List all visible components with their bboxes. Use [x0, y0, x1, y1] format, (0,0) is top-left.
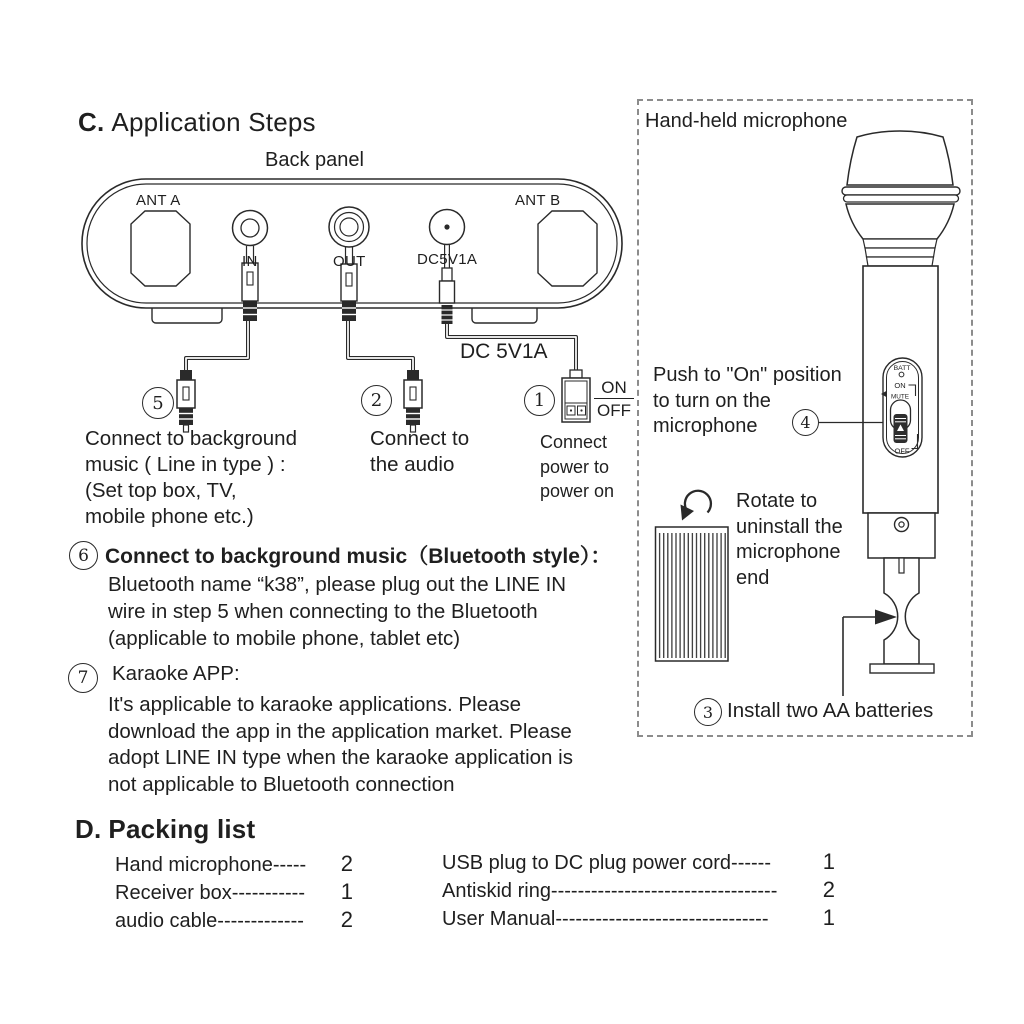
step-5-caption: [85, 426, 297, 530]
back-panel-caption: Back panel: [265, 149, 364, 171]
switch-on-label: ON: [894, 381, 906, 390]
body-line: wire in step 5 when connecting to the Bluetooth: [108, 600, 538, 623]
audio-out-cable: [348, 320, 413, 372]
caption-line: Connect: [540, 432, 608, 452]
body-line: adopt LINE IN type when the karaoke application is: [108, 746, 573, 769]
note-line: microphone: [653, 415, 758, 437]
note-line: to turn on the: [653, 389, 771, 412]
section-d-title: Packing list: [108, 814, 256, 844]
dc-port-label: DC5V1A: [417, 251, 478, 268]
usb-plug-step1: [562, 370, 590, 422]
line-in-cable: [186, 320, 248, 372]
caption-line: the audio: [370, 453, 455, 476]
section-d-label: D.: [75, 814, 102, 844]
mic-panel-title: Hand-held microphone: [645, 110, 848, 132]
section-c-title: Application Steps: [111, 107, 316, 137]
install-batteries-note: Install two AA batteries: [727, 699, 934, 722]
packing-item: [442, 905, 835, 931]
caption-line: power to: [540, 456, 610, 477]
switch-batt-label: BATT: [893, 365, 911, 372]
packing-item-qty: 2: [340, 851, 353, 876]
packing-item-label: Receiver box-----------: [115, 882, 305, 904]
packing-item-label: Hand microphone-----: [115, 854, 307, 876]
packing-item-qty: 2: [822, 877, 835, 902]
ant-a-label: ANT A: [136, 192, 181, 209]
section-c-label: C.: [78, 107, 105, 137]
caption-line: Connect to: [370, 427, 470, 450]
in-port-label: IN: [242, 253, 258, 270]
section-c-heading: [78, 107, 316, 138]
switch-mute-label: MUTE: [890, 393, 910, 401]
line-in-cable-core: [186, 320, 248, 372]
packing-item-qty: 1: [340, 879, 353, 904]
step-6-badge: 6: [69, 541, 98, 570]
step-2-badge: 2: [361, 385, 392, 416]
packing-item-qty: 2: [340, 907, 353, 932]
step-5-badge: 5: [142, 387, 174, 419]
on-off-indicator: [594, 378, 634, 420]
packing-item-qty: 1: [822, 905, 835, 930]
step-4-badge: 4: [792, 409, 819, 436]
packing-item: [442, 877, 835, 903]
aux-plug-step5: [177, 370, 195, 432]
body-line: download the app in the application market. Please: [108, 719, 572, 743]
packing-item-qty: 1: [822, 849, 835, 874]
aux-plug-step2: [404, 370, 422, 432]
packing-item: [115, 879, 353, 905]
dc-jack-pin: [444, 224, 449, 229]
note-line: end: [736, 566, 770, 589]
body-line: Bluetooth name “k38”, please plug out the LINE IN: [108, 573, 567, 596]
dc-cord-label: DC 5V1A: [460, 340, 548, 363]
packing-item-label: Antiskid ring----------------------------------: [442, 880, 778, 902]
section-d-heading: [75, 814, 255, 845]
note-line: microphone: [736, 541, 841, 563]
packing-item: [115, 907, 353, 933]
caption-line: mobile phone etc.): [85, 505, 254, 528]
caption-line: (Set top box, TV,: [85, 479, 237, 502]
step-1-badge: 1: [524, 385, 555, 416]
note-line: uninstall the: [736, 515, 843, 538]
note-line: Rotate to: [736, 490, 818, 512]
off-label: OFF: [597, 401, 631, 420]
step-3-badge: 3: [694, 698, 722, 726]
packing-item-label: audio cable-------------: [115, 910, 304, 932]
rotate-note: [736, 489, 843, 591]
audio-out-cable-core: [348, 320, 413, 372]
note-line: Push to "On" position: [653, 364, 842, 386]
step-7-body: [108, 692, 573, 798]
caption-line: power on: [540, 481, 615, 501]
step-7-title: Karaoke APP:: [112, 662, 240, 685]
packing-item-label: USB plug to DC plug power cord------: [442, 852, 771, 874]
on-label: ON: [594, 378, 634, 399]
packing-item: [442, 849, 835, 875]
ant-b-label: ANT B: [515, 192, 561, 209]
body-line: It's applicable to karaoke applications. Please: [108, 693, 522, 716]
step-6-title: Connect to background music（Bluetooth style）：: [105, 545, 612, 568]
out-port-label: OUT: [333, 253, 366, 270]
caption-line: music ( Line in type ) :: [85, 453, 286, 476]
step-6-body: [108, 571, 566, 652]
packing-item: [115, 851, 353, 877]
caption-line: Connect to background: [85, 427, 297, 450]
step-1-caption: [540, 430, 614, 504]
body-line: not applicable to Bluetooth connection: [108, 772, 455, 796]
body-line: (applicable to mobile phone, tablet etc): [108, 627, 461, 650]
packing-item-label: User Manual--------------------------------: [442, 908, 769, 930]
switch-off-label: OFF: [894, 446, 910, 456]
step-2-caption: [370, 426, 469, 478]
step-7-badge: 7: [68, 663, 98, 693]
